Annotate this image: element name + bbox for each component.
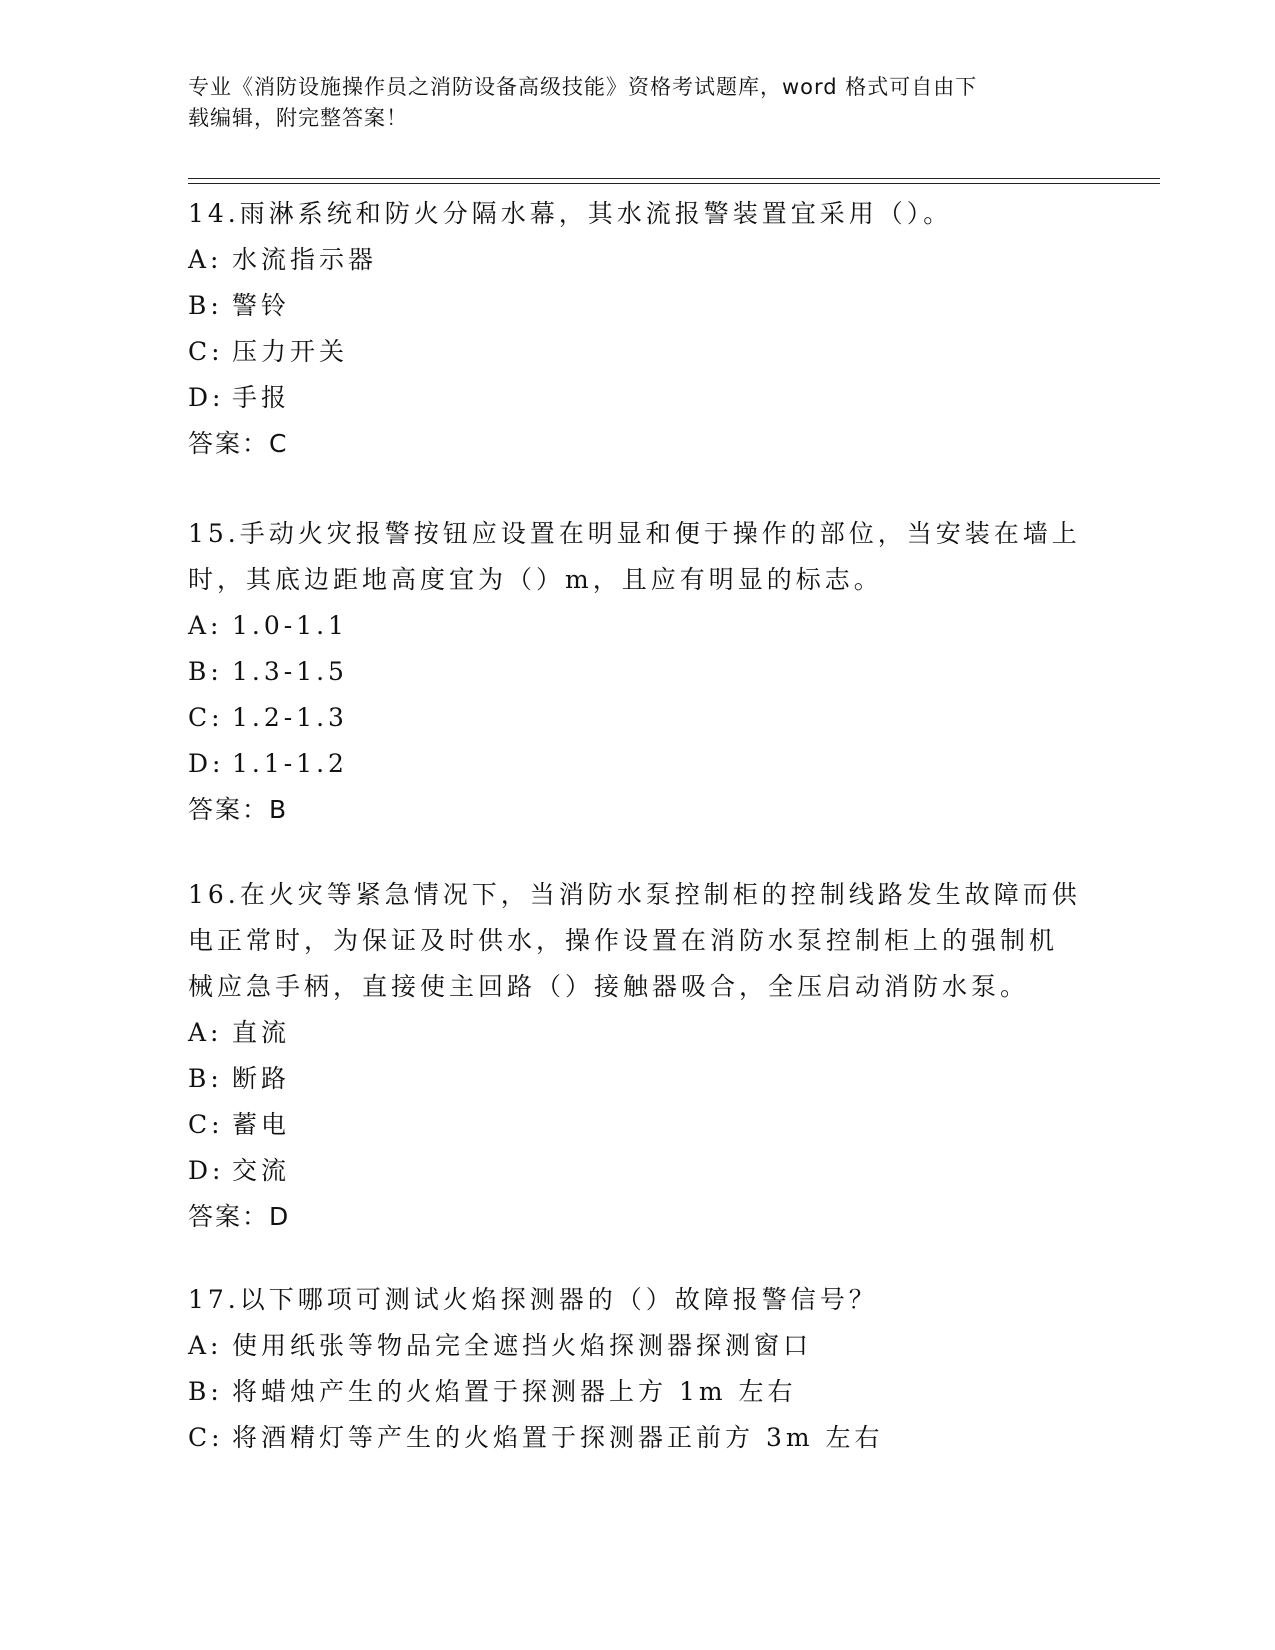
question-stem-line-2: 电正常时，为保证及时供水，操作设置在消防水泵控制柜上的强制机 <box>188 926 1059 955</box>
option-c: C: 蓄电 <box>188 1110 291 1139</box>
question-stem-line-3: 械应急手柄，直接使主回路（）接触器吸合，全压启动消防水泵。 <box>188 972 1030 1001</box>
option-d: D: 1.1-1.2 <box>188 749 348 778</box>
option-c: C: 1.2-1.3 <box>188 703 348 732</box>
option-b: B: 断路 <box>188 1064 291 1093</box>
document-header <box>188 72 1088 134</box>
question-stem-line-1: 16.在火灾等紧急情况下，当消防水泵控制柜的控制线路发生故障而供 <box>188 880 1081 909</box>
answer: 答案：D <box>188 1202 291 1231</box>
answer: 答案：C <box>188 429 289 458</box>
question-stem: 17.以下哪项可测试火焰探测器的（）故障报警信号？ <box>188 1285 878 1314</box>
header-line-1: 专业《消防设施操作员之消防设备高级技能》资格考试题库，word 格式可自由下 <box>188 75 978 99</box>
question-16 <box>188 872 1088 1240</box>
question-stem-line-2: 时，其底边距地高度宜为（）m，且应有明显的标志。 <box>188 565 883 594</box>
option-d: D: 交流 <box>188 1156 291 1185</box>
question-stem: 14.雨淋系统和防火分隔水幕，其水流报警装置宜采用（）。 <box>188 199 953 228</box>
option-b: B: 警铃 <box>188 291 291 320</box>
option-a: A: 使用纸张等物品完全遮挡火焰探测器探测窗口 <box>188 1331 813 1360</box>
question-17 <box>188 1277 1088 1461</box>
option-b: B: 1.3-1.5 <box>188 657 348 686</box>
option-c: C: 将酒精灯等产生的火焰置于探测器正前方 3m 左右 <box>188 1423 884 1452</box>
option-a: A: 直流 <box>188 1018 291 1047</box>
option-d: D: 手报 <box>188 383 291 412</box>
option-b: B: 将蜡烛产生的火焰置于探测器上方 1m 左右 <box>188 1377 797 1406</box>
question-15 <box>188 511 1088 833</box>
header-line-2: 载编辑，附完整答案！ <box>188 106 408 130</box>
option-c: C: 压力开关 <box>188 337 349 366</box>
option-a: A: 水流指示器 <box>188 245 378 274</box>
option-a: A: 1.0-1.1 <box>188 611 348 640</box>
question-stem-line-1: 15.手动火灾报警按钮应设置在明显和便于操作的部位，当安装在墙上 <box>188 519 1081 548</box>
answer: 答案：B <box>188 795 289 824</box>
header-divider-top <box>188 178 1160 179</box>
question-14 <box>188 191 1088 467</box>
header-divider-bottom <box>188 183 1160 184</box>
